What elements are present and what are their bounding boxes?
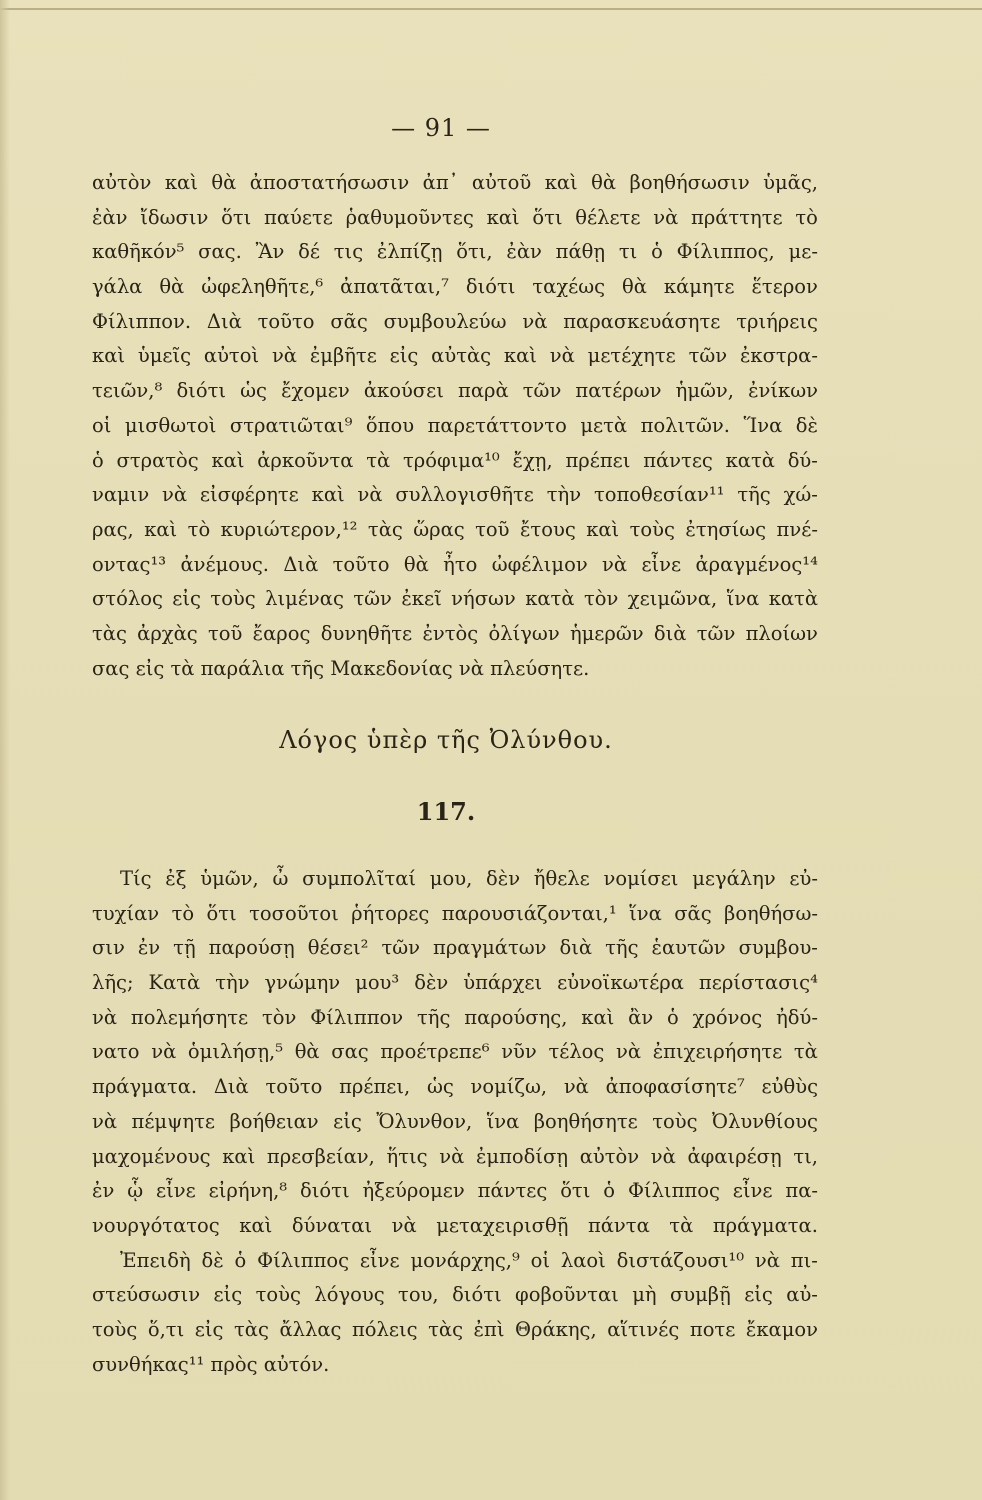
page-number: — 91 — — [391, 114, 491, 142]
text-line: Τίς ἐξ ὑμῶν, ὦ συμπολῖταί μου, δὲν ἤθελε νομίσει μεγάλην εὐ- — [120, 867, 818, 890]
text-line: σας εἰς τὰ παράλια τῆς Μακεδονίας νὰ πλεύσητε. — [92, 656, 590, 680]
text-line: λῆς; Κατὰ τὴν γνώμην μου³ δὲν ὑπάρχει εὐνοϊκωτέρα περίστασις⁴ — [92, 971, 818, 995]
text-line: ὁ στρατὸς καὶ ἀρκοῦντα τὰ τρόφιμα¹⁰ ἔχῃ, πρέπει πάντες κατὰ δύ- — [92, 448, 818, 472]
section-heading: Λόγος ὑπὲρ τῆς Ὀλύνθου. — [279, 726, 613, 754]
text-line: γάλα θὰ ὠφεληθῆτε,⁶ ἀπατᾶται,⁷ διότι ταχέως θὰ κάμητε ἕτερον — [92, 275, 818, 299]
text-line: ἐν ᾧ εἶνε εἰρήνη,⁸ διότι ἠξεύρομεν πάντες ὅτι ὁ Φίλιππος εἶνε πα- — [92, 1179, 818, 1203]
text-line: οἱ μισθωτοὶ στρατιῶται⁹ ὅπου παρετάττοντο μετὰ πολιτῶν. Ἵνα δὲ — [92, 413, 818, 437]
text-line: νὰ πολεμήσητε τὸν Φίλιππον τῆς παρούσης, καὶ ἂν ὁ χρόνος ἠδύ- — [92, 1005, 818, 1029]
text-line: νὰ πέμψητε βοήθειαν εἰς Ὄλυνθον, ἵνα βοηθήσητε τοὺς Ὀλυνθίους — [92, 1109, 818, 1133]
text-line: αὐτὸν καὶ θὰ ἀποστατήσωσιν ἀπ᾽ αὐτοῦ καὶ θὰ βοηθήσωσιν ὑμᾶς, — [92, 171, 818, 194]
text-line: σιν ἐν τῇ παρούσῃ θέσει² τῶν πραγμάτων διὰ τῆς ἑαυτῶν συμβου- — [92, 936, 818, 960]
text-line: μαχομένους καὶ πρεσβείαν, ἥτις νὰ ἐμποδίσῃ αὐτὸν νὰ ἀφαιρέσῃ τι, — [92, 1144, 818, 1168]
top-rule — [0, 8, 982, 10]
text-line: ἐὰν ἴδωσιν ὅτι παύετε ῥαθυμοῦντες καὶ ὅτι θέλετε νὰ πράττητε τὸ — [92, 205, 818, 229]
text-line: συνθήκας¹¹ πρὸς αὐτόν. — [92, 1352, 330, 1376]
text-line: νατο νὰ ὁμιλήσῃ,⁵ θὰ σας προέτρεπε⁶ νῦν τέλος νὰ ἐπιχειρήσητε τὰ — [92, 1040, 818, 1064]
text-line: πράγματα. Διὰ τοῦτο πρέπει, ὡς νομίζω, νὰ ἀποφασίσητε⁷ εὐθὺς — [92, 1075, 818, 1099]
text-line: τοὺς ὅ,τι εἰς τὰς ἄλλας πόλεις τὰς ἐπὶ Θράκης, αἵτινές ποτε ἔκαμον — [92, 1317, 818, 1341]
text-line: Φίλιππον. Διὰ τοῦτο σᾶς συμβουλεύω νὰ παρασκευάσητε τριήρεις — [92, 309, 818, 333]
text-line: Ἐπειδὴ δὲ ὁ Φίλιππος εἶνε μονάρχης,⁹ οἱ λαοὶ διστάζουσι¹⁰ νὰ πι- — [120, 1248, 818, 1272]
text-line: οντας¹³ ἀνέμους. Διὰ τοῦτο θὰ ἦτο ὠφέλιμον νὰ εἶνε ἀραγμένος¹⁴ — [92, 552, 818, 576]
text-line: ναμιν νὰ εἰσφέρητε καὶ νὰ συλλογισθῆτε τὴν τοποθεσίαν¹¹ τῆς χώ- — [92, 483, 818, 507]
text-line: καὶ ὑμεῖς αὐτοὶ νὰ ἐμβῆτε εἰς αὐτὰς καὶ νὰ μετέχητε τῶν ἐκστρα- — [92, 344, 818, 368]
text-line: τυχίαν τὸ ὅτι τοσοῦτοι ῥήτορες παρουσιάζονται,¹ ἵνα σᾶς βοηθήσω- — [92, 901, 818, 925]
text-line: τὰς ἀρχὰς τοῦ ἔαρος δυνηθῆτε ἐντὸς ὀλίγων ἡμερῶν διὰ τῶν πλοίων — [92, 621, 818, 645]
text-line: τειῶν,⁸ διότι ὡς ἔχομεν ἀκούσει παρὰ τῶν πατέρων ἡμῶν, ἐνίκων — [92, 379, 818, 403]
paragraph-1 — [92, 166, 818, 686]
text-line: στεύσωσιν εἰς τοὺς λόγους του, διότι φοβοῦνται μὴ συμβῇ εἰς αὐ- — [92, 1283, 818, 1307]
paragraph-2 — [92, 862, 818, 1382]
text-line: καθῆκόν⁵ σας. Ἂν δέ τις ἐλπίζῃ ὅτι, ἐὰν πάθῃ τι ὁ Φίλιππος, με- — [92, 240, 818, 264]
text-line: ρας, καὶ τὸ κυριώτερον,¹² τὰς ὥρας τοῦ ἔτους καὶ τοὺς ἐτησίως πνέ- — [92, 517, 818, 541]
text-line: στόλος εἰς τοὺς λιμένας τῶν ἐκεῖ νήσων κατὰ τὸν χειμῶνα, ἵνα κατὰ — [92, 587, 818, 611]
text-line: νουργότατος καὶ δύναται νὰ μεταχειρισθῇ πάντα τὰ πράγματα. — [92, 1213, 818, 1237]
section-number: 117. — [416, 797, 476, 826]
